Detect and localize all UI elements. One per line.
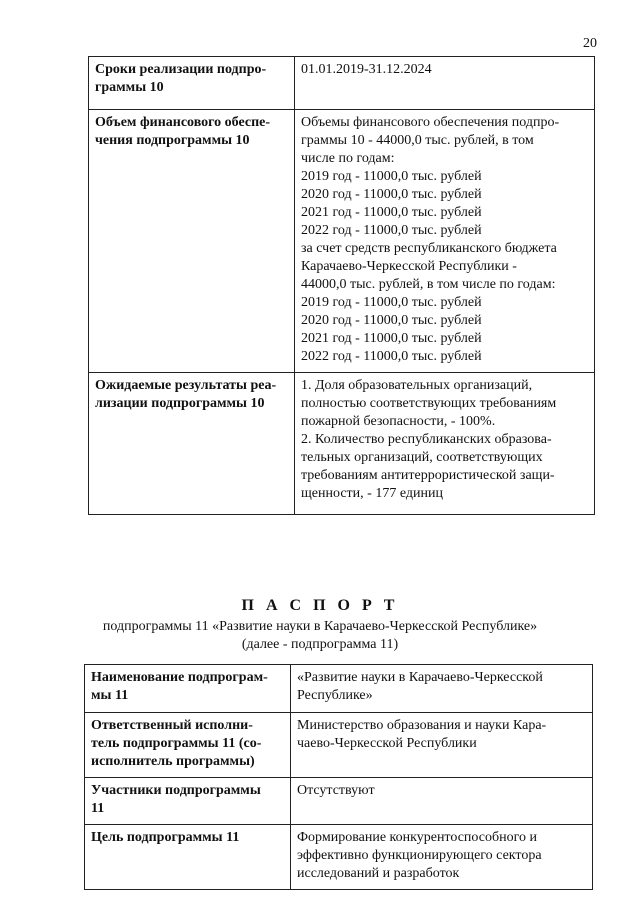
row-value-line: Отсутствуют bbox=[297, 783, 375, 798]
row-value-line: пожарной безопасности, - 100%. bbox=[301, 414, 496, 429]
table-row bbox=[89, 373, 595, 515]
row-label-text: Участники подпрограммы 11 bbox=[91, 783, 261, 816]
row-value-line: исследований и разработок bbox=[297, 866, 460, 881]
passport-subtitle: подпрограммы 11 «Развитие науки в Карачаево-Черкесской Республике» bbox=[102, 619, 538, 634]
row-value-line: 2019 год - 11000,0 тыс. рублей bbox=[301, 169, 482, 184]
row-value-line: числе по годам: bbox=[301, 151, 395, 166]
row-value-line: Министерство образования и науки Кара- bbox=[297, 718, 547, 733]
row-value-line: 2. Количество республиканских образова- bbox=[301, 432, 552, 447]
row-value-line: 2022 год - 11000,0 тыс. рублей bbox=[301, 223, 482, 238]
table-row bbox=[85, 825, 593, 890]
row-value-line: чаево-Черкесской Республики bbox=[297, 736, 477, 751]
row-label-text: Ожидаемые результаты реа- лизации подпрограммы 10 bbox=[95, 378, 277, 411]
passport-subtitle-note: (далее - подпрограмма 11) bbox=[241, 637, 399, 652]
row-label-text: Наименование подпрограм- мы 11 bbox=[91, 670, 268, 703]
row-value bbox=[291, 713, 593, 778]
table-row bbox=[89, 57, 595, 110]
row-value bbox=[295, 373, 595, 515]
row-value-line: 2019 год - 11000,0 тыс. рублей bbox=[301, 295, 482, 310]
row-value-line: Республике» bbox=[297, 688, 373, 703]
row-value bbox=[291, 665, 593, 713]
row-value-line: 2021 год - 11000,0 тыс. рублей bbox=[301, 205, 482, 220]
row-value-line: 2021 год - 11000,0 тыс. рублей bbox=[301, 331, 482, 346]
row-label-text: Цель подпрограммы 11 bbox=[91, 830, 240, 845]
table-row bbox=[89, 110, 595, 373]
row-value-line: за счет средств республиканского бюджета bbox=[301, 241, 557, 256]
row-value-line: тельных организаций, соответствующих bbox=[301, 450, 543, 465]
row-value-line: Объемы финансового обеспечения подпро- bbox=[301, 115, 560, 130]
table-row bbox=[85, 713, 593, 778]
table-row bbox=[85, 778, 593, 825]
row-value-line: Формирование конкурентоспособного и bbox=[297, 830, 537, 845]
row-label bbox=[85, 825, 291, 890]
row-label bbox=[89, 110, 295, 373]
passport-title: П А С П О Р Т bbox=[241, 597, 399, 614]
page-number: 20 bbox=[583, 36, 597, 51]
row-label bbox=[85, 665, 291, 713]
row-label-text: Сроки реализации подпро- граммы 10 bbox=[95, 62, 267, 95]
row-value-line: 2020 год - 11000,0 тыс. рублей bbox=[301, 313, 482, 328]
subprogram-10-table bbox=[88, 56, 595, 515]
row-label bbox=[85, 713, 291, 778]
row-value-line: Карачаево-Черкесской Республики - bbox=[301, 259, 517, 274]
table-row bbox=[85, 665, 593, 713]
row-value bbox=[291, 825, 593, 890]
row-value-line: 2022 год - 11000,0 тыс. рублей bbox=[301, 349, 482, 364]
subprogram-11-table bbox=[84, 664, 593, 890]
row-value-line: 44000,0 тыс. рублей, в том числе по годам: bbox=[301, 277, 556, 292]
row-value-line: щенности, - 177 единиц bbox=[301, 486, 443, 501]
row-value-line: полностью соответствующих требованиям bbox=[301, 396, 557, 411]
row-value-line: эффективно функционирующего сектора bbox=[297, 848, 542, 863]
row-value-line: граммы 10 - 44000,0 тыс. рублей, в том bbox=[301, 133, 534, 148]
row-value bbox=[291, 778, 593, 825]
row-value-line: 01.01.2019-31.12.2024 bbox=[301, 62, 432, 77]
row-label-text: Ответственный исполни- тель подпрограммы 11 (со- исполнитель программы) bbox=[91, 718, 262, 769]
row-label bbox=[89, 373, 295, 515]
row-value bbox=[295, 110, 595, 373]
row-label-text: Объем финансового обеспе- чения подпрограммы 10 bbox=[95, 115, 271, 148]
row-label bbox=[89, 57, 295, 110]
row-value-line: требованиям антитеррористической защи- bbox=[301, 468, 555, 483]
row-value-line: 1. Доля образовательных организаций, bbox=[301, 378, 533, 393]
row-label bbox=[85, 778, 291, 825]
row-value-line: «Развитие науки в Карачаево-Черкесской bbox=[297, 670, 543, 685]
row-value-line: 2020 год - 11000,0 тыс. рублей bbox=[301, 187, 482, 202]
row-value bbox=[295, 57, 595, 110]
